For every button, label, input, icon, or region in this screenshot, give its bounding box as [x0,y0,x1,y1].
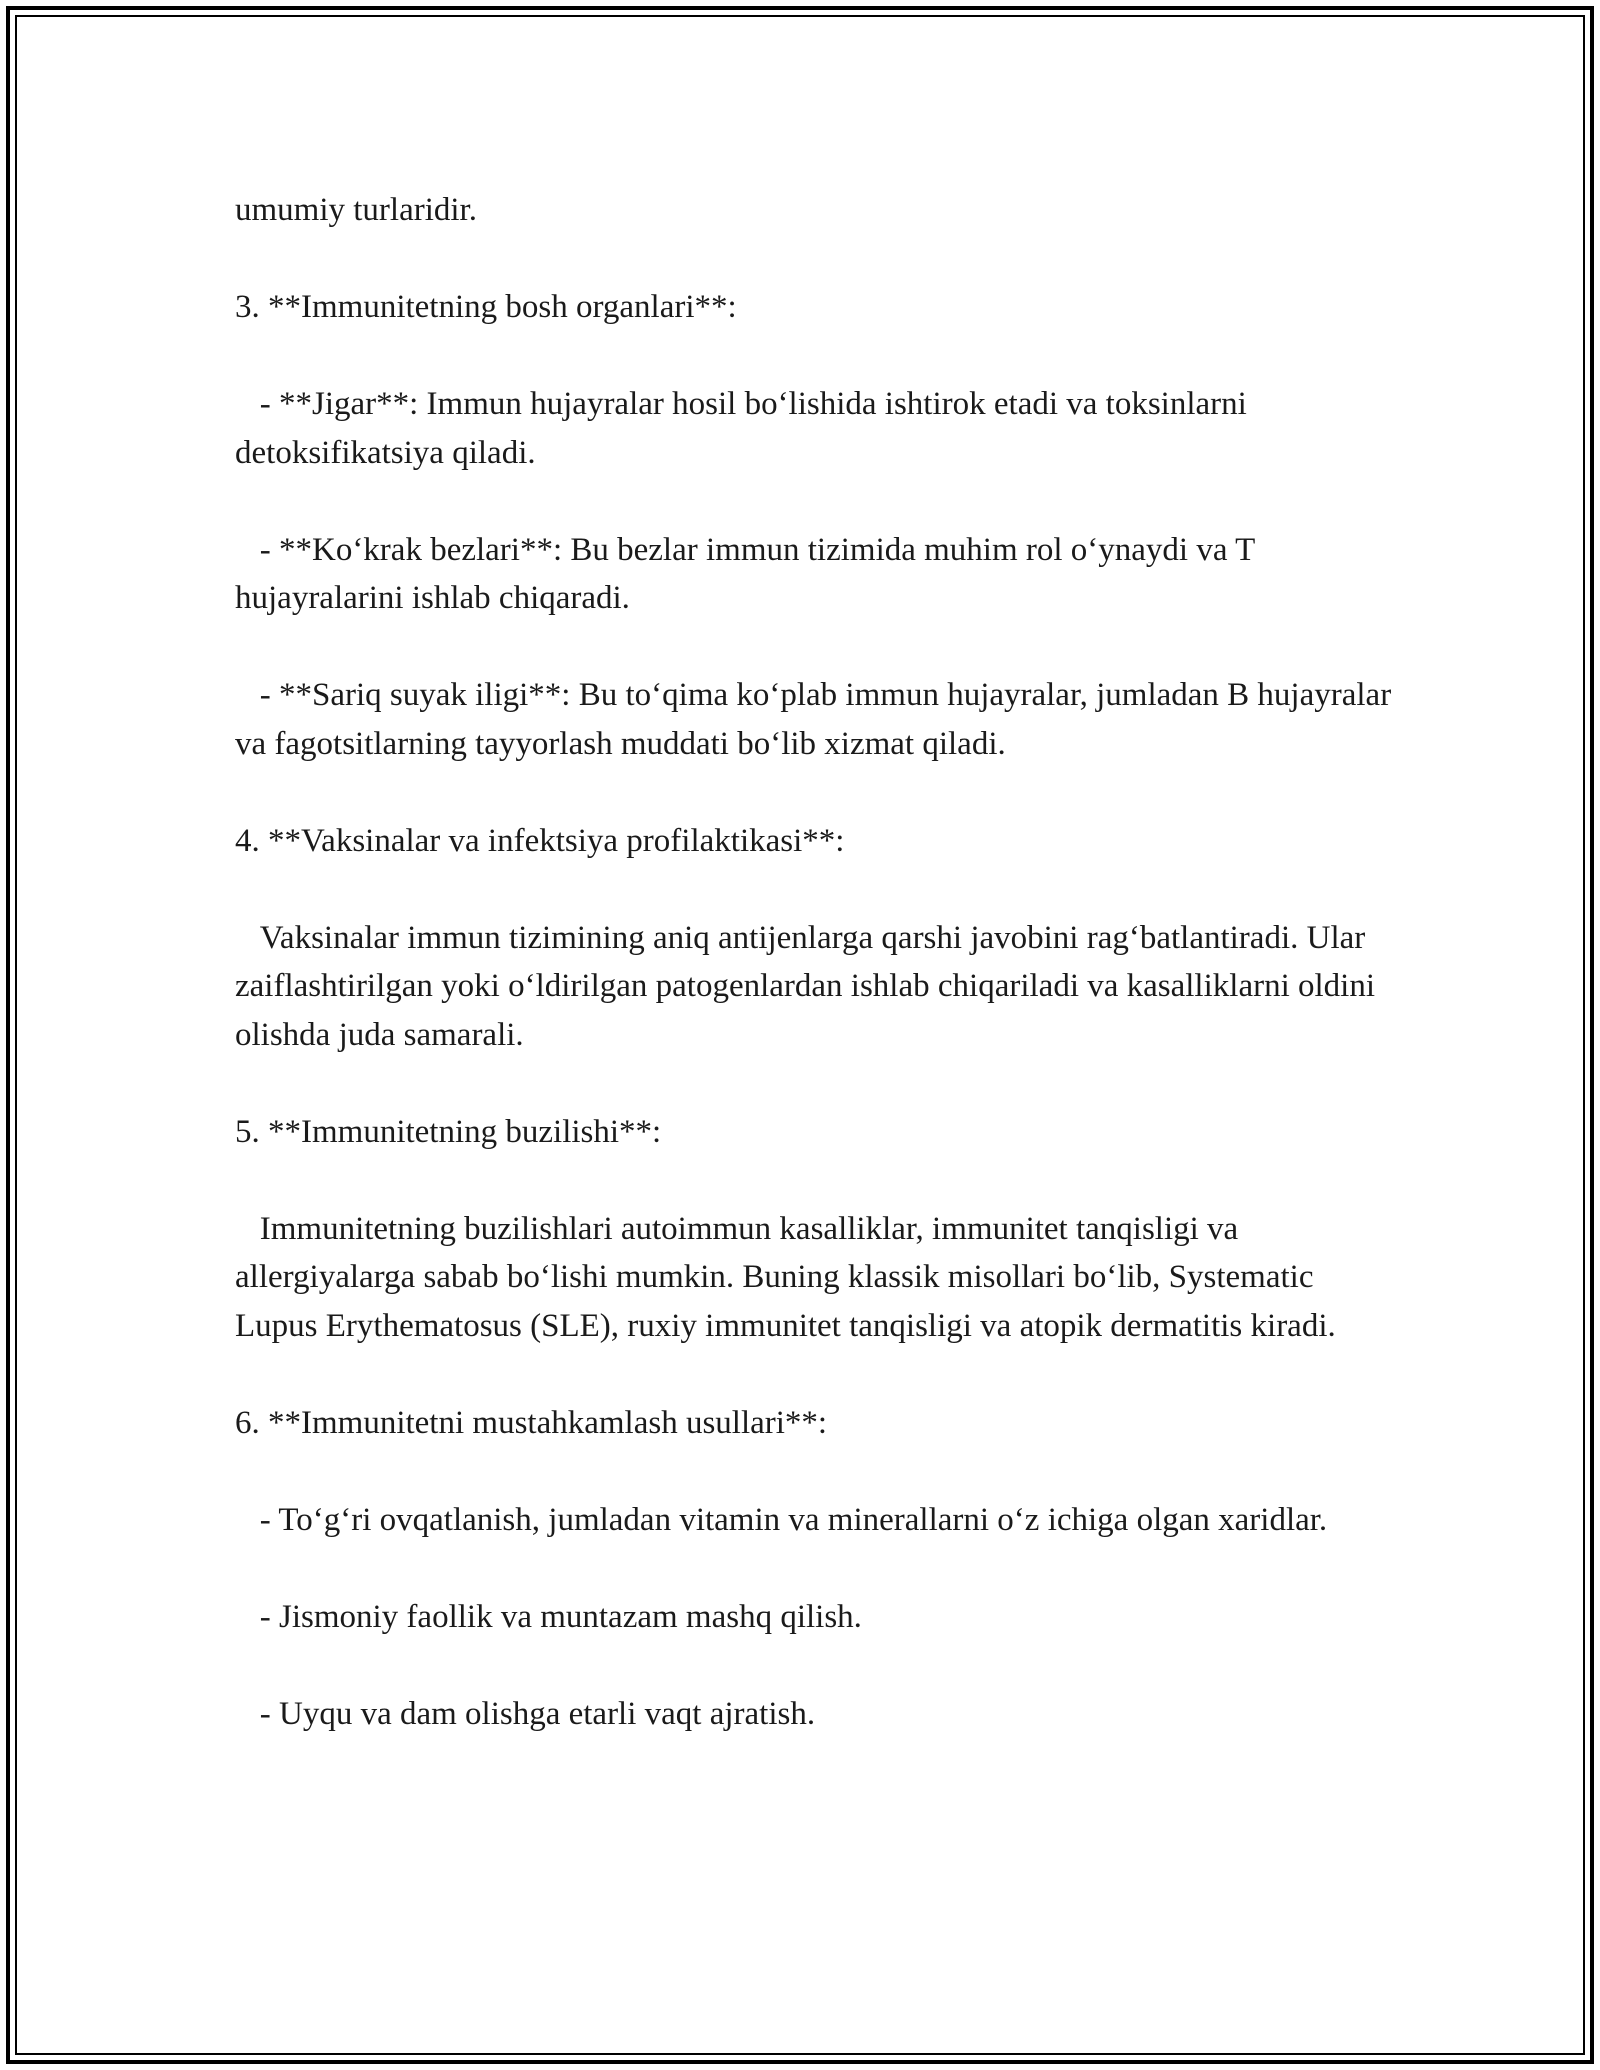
list-item-kokrak-bezlari: - **Ko‘krak bezlari**: Bu bezlar immun tizimida muhim rol o‘ynaydi va T hujayralarini ishlab chiqaradi. [235,531,1263,616]
list-item-ovqatlanish: - To‘g‘ri ovqatlanish, jumladan vitamin va minerallarni o‘z ichiga olgan xaridlar. [235,1501,1328,1538]
list-item-faollik: - Jismoniy faollik va muntazam mashq qilish. [235,1598,862,1635]
section-heading-6: 6. **Immunitetni mustahkamlash usullari**: [235,1404,828,1441]
paragraph-continuation: umumiy turlaridir. [235,192,477,228]
section-heading-5: 5. **Immunitetning buzilishi**: [235,1113,662,1150]
paragraph-vaksinalar: Vaksinalar immun tizimining aniq antijenlarga qarshi javobini rag‘batlantiradi. Ular zaiflashtirilgan yoki o‘ldirilgan patogenlardan ishlab chiqariladi va kasalliklarni oldini olishda juda samarali. [235,919,1384,1053]
list-item-sariq-suyak-iligi: - **Sariq suyak iligi**: Bu to‘qima ko‘plab immun hujayralar, jumladan B hujayralar va fagotsitlarning tayyorlash muddati bo‘lib xizmat qiladi. [235,677,1400,762]
list-item-jigar: - **Jigar**: Immun hujayralar hosil bo‘lishida ishtirok etadi va toksinlarni detoksifikatsiya qiladi. [235,386,1256,471]
paragraph-buzilishi: Immunitetning buzilishlari autoimmun kasalliklar, immunitet tanqisligi va allergiyalarga sabab bo‘lishi mumkin. Buning klassik misollari bo‘lib, Systematic Lupus Erythematosus (SLE), ruxiy immunitet tanqisligi va atopik dermatitis kiradi. [235,1210,1336,1344]
section-heading-4: 4. **Vaksinalar va infektsiya profilaktikasi**: [235,822,845,859]
section-heading-3: 3. **Immunitetning bosh organlari**: [235,289,737,325]
document-body [235,186,1400,1738]
list-item-uyqu: - Uyqu va dam olishga etarli vaqt ajratish. [235,1695,816,1732]
